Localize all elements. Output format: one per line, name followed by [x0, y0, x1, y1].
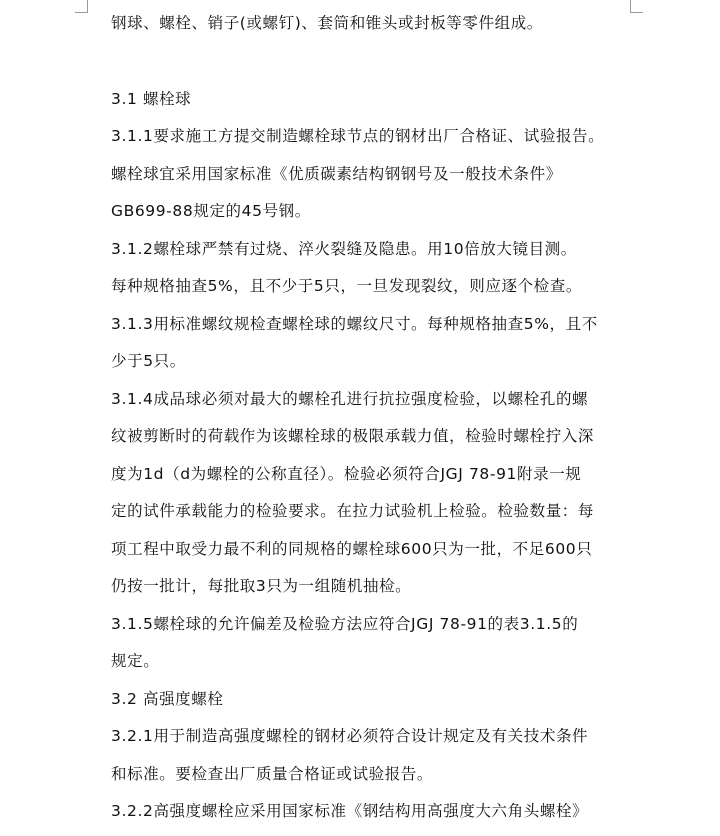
section-heading: 3.2 高强度螺栓: [111, 689, 224, 708]
text-line: 每种规格抽查5%，且不少于5只，一旦发现裂纹，则应逐个检查。: [111, 277, 582, 295]
crop-mark-top-right-h: [630, 12, 643, 13]
crop-mark-top-left-h: [75, 12, 88, 13]
text-line: 3.1.2螺栓球严禁有过烧、淬火裂缝及隐患。用10倍放大镜目测。: [111, 239, 577, 258]
text-line: 项工程中取受力最不利的同规格的螺栓球600只为一批，不足600只: [111, 539, 593, 558]
blank-line: [111, 43, 611, 81]
text-line: 定的试件承载能力的检验要求。在拉力试验机上检验。检验数量：每: [111, 502, 595, 520]
section-heading: 3.1 螺栓球: [111, 89, 192, 108]
text-line: 仍按一批计，每批取3只为一组随机抽检。: [111, 577, 412, 595]
text-line: 3.2.1用于制造高强度螺栓的钢材必须符合设计规定及有关技术条件: [111, 727, 589, 745]
text-line: 3.1.5螺栓球的允许偏差及检验方法应符合JGJ 78-91的表3.1.5的: [111, 614, 579, 633]
text-line: 螺栓球宜采用国家标准《优质碳素结构钢钢号及一般技术条件》: [111, 164, 562, 183]
text-line: 3.1.1要求施工方提交制造螺栓球节点的钢材出厂合格证、试验报告。: [111, 127, 605, 145]
text-line: 3.1.4成品球必须对最大的螺栓孔进行抗拉强度检验，以螺栓孔的螺: [111, 389, 589, 408]
text-line: 3.1.3用标准螺纹规检查螺栓球的螺纹尺寸。每种规格抽查5%，且不: [111, 314, 598, 333]
document-body: [111, 5, 611, 831]
text-line: 和标准。要检查出厂质量合格证或试验报告。: [111, 764, 434, 783]
text-line: 少于5只。: [111, 352, 186, 370]
crop-mark-top-left-v: [87, 0, 88, 12]
crop-mark-top-right-v: [630, 0, 631, 12]
text-line: 3.2.2高强度螺栓应采用国家标准《钢结构用高强度大六角头螺栓》: [111, 802, 589, 820]
text-line: GB699-88规定的45号钢。: [111, 202, 311, 220]
text-line: 度为1d（d为螺栓的公称直径）。检验必须符合JGJ 78-91附录一规: [111, 464, 582, 483]
text-line: 纹被剪断时的荷载作为该螺栓球的极限承载力值，检验时螺栓拧入深: [111, 427, 595, 445]
text-line: 规定。: [111, 652, 160, 670]
text-line: 钢球、螺栓、销子(或螺钉)、套筒和锥头或封板等零件组成。: [111, 14, 543, 32]
